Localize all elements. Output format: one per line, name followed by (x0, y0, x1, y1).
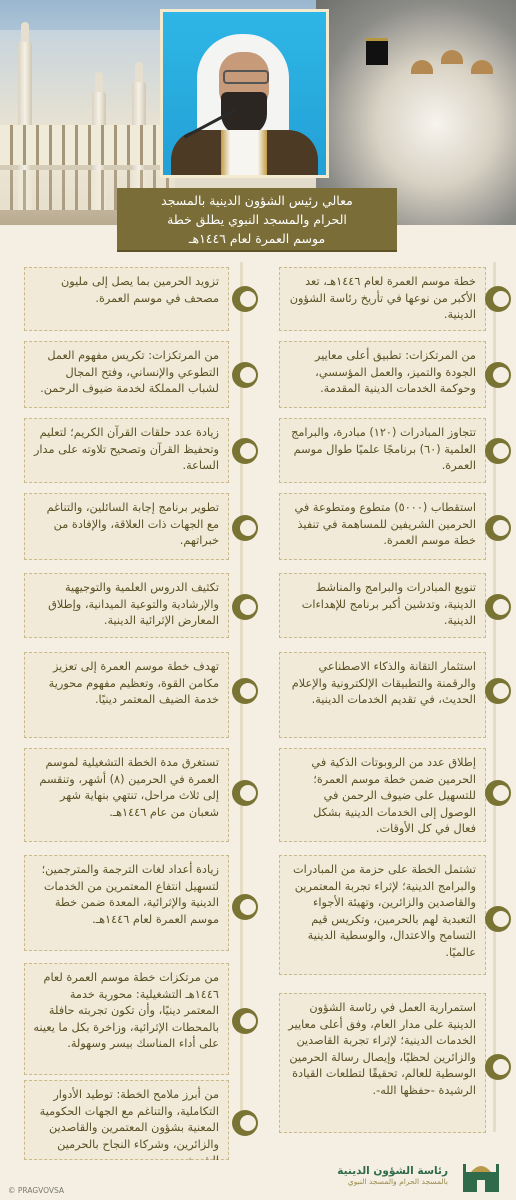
timeline-marker-icon (485, 286, 511, 312)
dome-icon (471, 60, 493, 74)
kaaba-icon (366, 38, 388, 65)
organization-logo-text: رئاسة الشؤون الدينية بالمسجد الحرام والمسجد النبوي (337, 1165, 448, 1186)
timeline-marker-icon (232, 1008, 258, 1034)
plan-point-card: من أبرز ملامح الخطة: توطيد الأدوار التكاملية، والتناغم مع الجهات الحكومية المعنية بشؤون المعتمرين والقاصدين والزائرين، وشركاء النجاح بالحرمين (24, 1080, 229, 1160)
headline-banner (117, 188, 397, 250)
dome-icon (411, 60, 433, 74)
timeline-marker-icon (485, 678, 511, 704)
plan-point-card: من المرتكزات: تطبيق أعلى معايير الجودة والتميز، والعمل المؤسسي، وحوكمة الخدمات الدينية المقدمة. (279, 341, 486, 408)
photo-credit: © PRAGVOVSA (8, 1186, 65, 1195)
plan-point-card: زيادة أعداد لغات الترجمة والمترجمين؛ لتسهيل انتفاع المعتمرين من الخدمات الدينية والإثرائية، المعدة ضمن خطة موسم العمرة لعام ١٤٤٦هـ. (24, 855, 229, 951)
timeline-marker-icon (232, 594, 258, 620)
plan-point-card: تنويع المبادرات والبرامج والمناشط الدينية، وتدشين أكبر برنامج للإهداءات الدينية. (279, 573, 486, 638)
plan-point-card: استقطاب (٥٠٠٠) متطوع ومتطوعة في الحرمين الشريفين للمساهمة في تنفيذ خطة موسم العمرة. (279, 493, 486, 560)
timeline-marker-icon (485, 362, 511, 388)
plan-point-card: زيادة عدد حلقات القرآن الكريم؛ لتعليم وتحفيظ القرآن وتصحيح تلاوته على مدار الساعة. (24, 418, 229, 483)
plan-point-card: تهدف خطة موسم العمرة إلى تعزيز مكامن القوة، وتعظيم مفهوم محورية خدمة الضيف المعتمر دينيًا. (24, 652, 229, 738)
timeline-marker-icon (485, 515, 511, 541)
official-portrait (163, 12, 326, 175)
timeline-marker-icon (232, 362, 258, 388)
plan-point-card: من المرتكزات: تكريس مفهوم العمل التطوعي والإنساني، وفتح المجال لشباب المملكة لخدمة ضيوف الرحمن. (24, 341, 229, 408)
glasses-icon (223, 70, 269, 84)
timeline-marker-icon (232, 1110, 258, 1136)
plan-point-card: استثمار التقانة والذكاء الاصطناعي والرقمنة والتطبيقات الإلكترونية والإعلام الحديث، في تقديم الخدمات الدينية. (279, 652, 486, 738)
plan-point-card: استمرارية العمل في رئاسة الشؤون الدينية على مدار العام، وفق أعلى معايير الخدمات الدينية؛ لإثراء تجربة القاصدين والزائرين لحظيًا، وإيصال رسالة الحرمين الوسطية للعالم، تحقيقًا لتطلعات القيادة الرشيدة -حفظها الله-. (279, 993, 486, 1133)
timeline-marker-icon (485, 438, 511, 464)
headline-text: معالي رئيس الشؤون الدينية بالمسجد الحرام والمسجد النبوي يطلق خطة موسم العمرة لعام ١٤٤٦هـ (161, 192, 353, 246)
timeline-marker-icon (232, 894, 258, 920)
plan-point-card: تزويد الحرمين بما يصل إلى مليون مصحف في موسم العمرة. (24, 267, 229, 331)
plan-point-card: تتجاوز المبادرات (١٢٠) مبادرة، والبرامج العلمية (٦٠) برنامجًا علميًا طوال موسم العمرة. (279, 418, 486, 483)
timeline-marker-icon (485, 1054, 511, 1080)
mosque-logo-icon (460, 1158, 502, 1194)
dome-icon (441, 50, 463, 64)
timeline-marker-icon (232, 678, 258, 704)
plan-point-card: تطوير برنامج إجابة السائلين، والتناغم مع الجهات ذات العلاقة، والإفادة من خبراتهم. (24, 493, 229, 560)
timeline-marker-icon (232, 780, 258, 806)
timeline-marker-icon (485, 594, 511, 620)
plan-point-card: تشتمل الخطة على حزمة من المبادرات والبرامج الدينية؛ لإثراء تجربة المعتمرين والقاصدين والزائرين، وتهيئة الأجواء التعبدية لهم بالحرمين، وتكريس قيم التسامح والاعتدال، والوسطية الدينية عالميًا. (279, 855, 486, 975)
timeline-marker-icon (232, 438, 258, 464)
timeline-marker-icon (232, 515, 258, 541)
plan-point-card: خطة موسم العمرة لعام ١٤٤٦هـ، تعد الأكبر من نوعها في تأريخ رئاسة الشؤون الدينية. (279, 267, 486, 331)
plan-point-card: تستغرق مدة الخطة التشغيلية لموسم العمرة في الحرمين (٨) أشهر، وتنقسم إلى ثلاث مراحل، تنتهي بنهاية شهر شعبان من عام ١٤٤٦هـ. (24, 748, 229, 842)
arches (0, 125, 175, 165)
timeline-marker-icon (485, 906, 511, 932)
timeline-marker-icon (232, 286, 258, 312)
plan-point-card: من مرتكزات خطة موسم العمرة لعام ١٤٤٦هـ التشغيلية: محورية خدمة المعتمر دينيًا، وأن تكون تجربته حافلة بالمحطات الإثرائية، وزاخرة بكل ما يعينه على أداء المناسك بيسر وسهولة. (24, 963, 229, 1075)
plan-point-card: إطلاق عدد من الروبوتات الذكية في الحرمين ضمن خطة موسم العمرة؛ للتسهيل على ضيوف الرحمن في الوصول إلى الخدمات الدينية بشكل فعال في كل الأوقات. (279, 748, 486, 842)
timeline-marker-icon (485, 780, 511, 806)
plan-point-card: تكثيف الدروس العلمية والتوجيهية والإرشادية والتوعية الميدانية، وإطلاق المعارض الإثرائية الدينية. (24, 573, 229, 638)
